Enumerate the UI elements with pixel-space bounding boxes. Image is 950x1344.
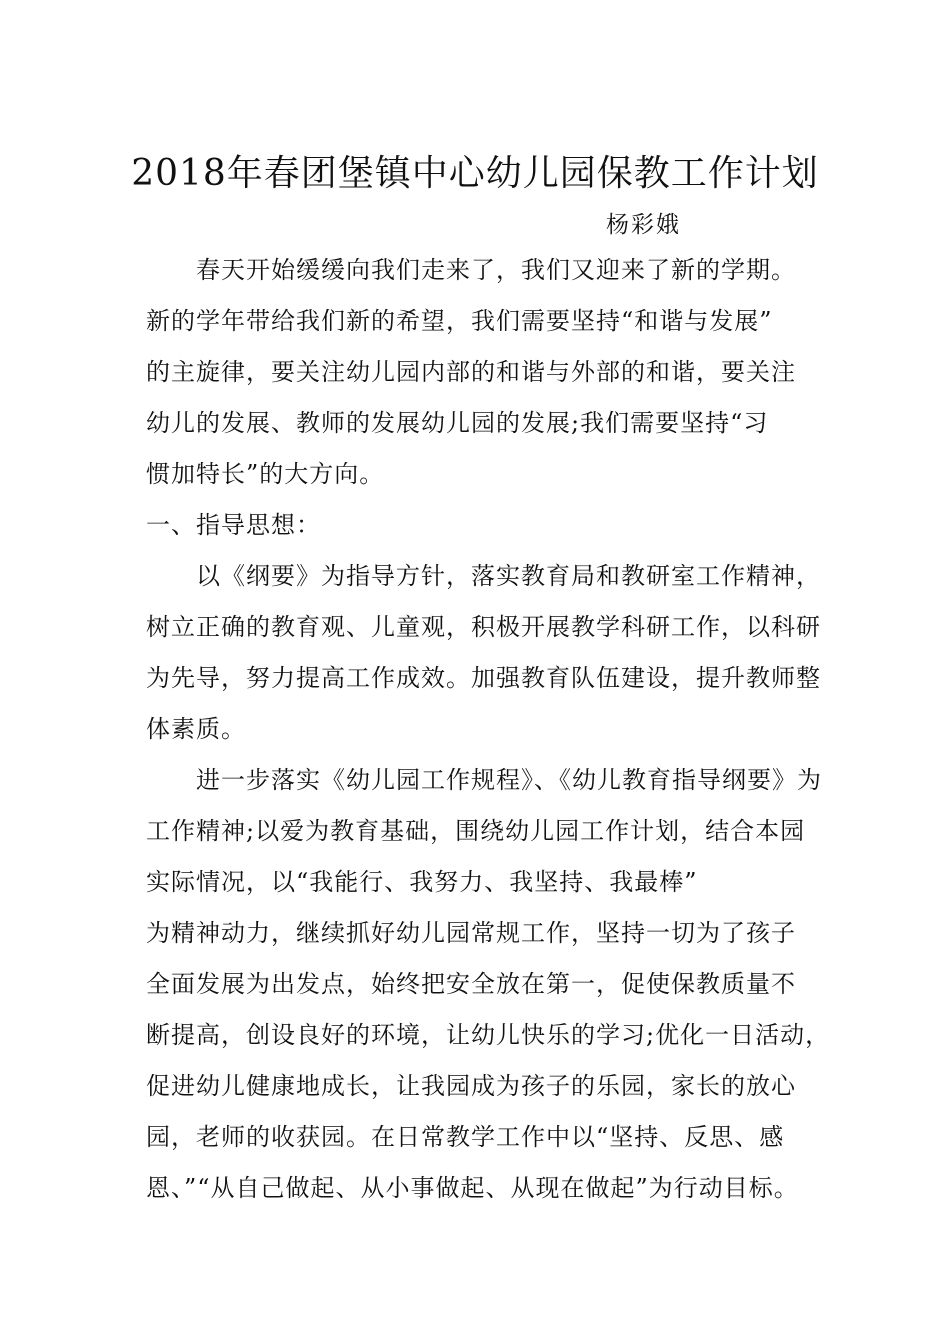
- paragraph-line: 新的学年带给我们新的希望，我们需要坚持“和谐与发展”: [146, 307, 773, 335]
- paragraph-line: 全面发展为出发点，始终把安全放在第一，促使保教质量不: [146, 970, 796, 998]
- paragraph-line: 以《纲要》为指导方针，落实教育局和教研室工作精神，: [196, 562, 821, 590]
- section-heading: 一、指导思想：: [146, 511, 321, 539]
- paragraph-line: 为精神动力，继续抓好幼儿园常规工作，坚持一切为了孩子: [146, 919, 796, 947]
- paragraph-line: 促进幼儿健康地成长，让我园成为孩子的乐园，家长的放心: [146, 1072, 796, 1100]
- author-name: 杨彩娥: [606, 212, 681, 238]
- paragraph-line: 进一步落实《幼儿园工作规程》、《幼儿教育指导纲要》为: [196, 766, 822, 794]
- document-title: 2018年春团堡镇中心幼儿园保教工作计划: [131, 153, 819, 194]
- paragraph-line: 春天开始缓缓向我们走来了，我们又迎来了新的学期。: [196, 256, 796, 284]
- paragraph-line: 工作精神;以爱为教育基础，围绕幼儿园工作计划，结合本园: [146, 817, 806, 845]
- paragraph-line: 幼儿的发展、教师的发展幼儿园的发展;我们需要坚持“习: [146, 409, 769, 437]
- paragraph-line: 恩、”“从自己做起、从小事做起、从现在做起”为行动目标。: [146, 1174, 799, 1202]
- paragraph-line: 为先导，努力提高工作成效。加强教育队伍建设，提升教师整: [146, 664, 821, 692]
- paragraph-line: 断提高，创设良好的环境，让幼儿快乐的学习;优化一日活动，: [146, 1021, 831, 1049]
- paragraph-line: 惯加特长”的大方向。: [146, 460, 385, 488]
- paragraph-line: 树立正确的教育观、儿童观，积极开展教学科研工作，以科研: [146, 613, 821, 641]
- paragraph-line: 体素质。: [146, 715, 246, 743]
- paragraph-line: 园，老师的收获园。在日常教学工作中以“坚持、反思、感: [146, 1123, 785, 1151]
- paragraph-line: 的主旋律，要关注幼儿园内部的和谐与外部的和谐，要关注: [146, 358, 796, 386]
- document-body: [146, 245, 836, 1214]
- paragraph-line: 实际情况，以“我能行、我努力、我坚持、我最棒”: [146, 868, 698, 896]
